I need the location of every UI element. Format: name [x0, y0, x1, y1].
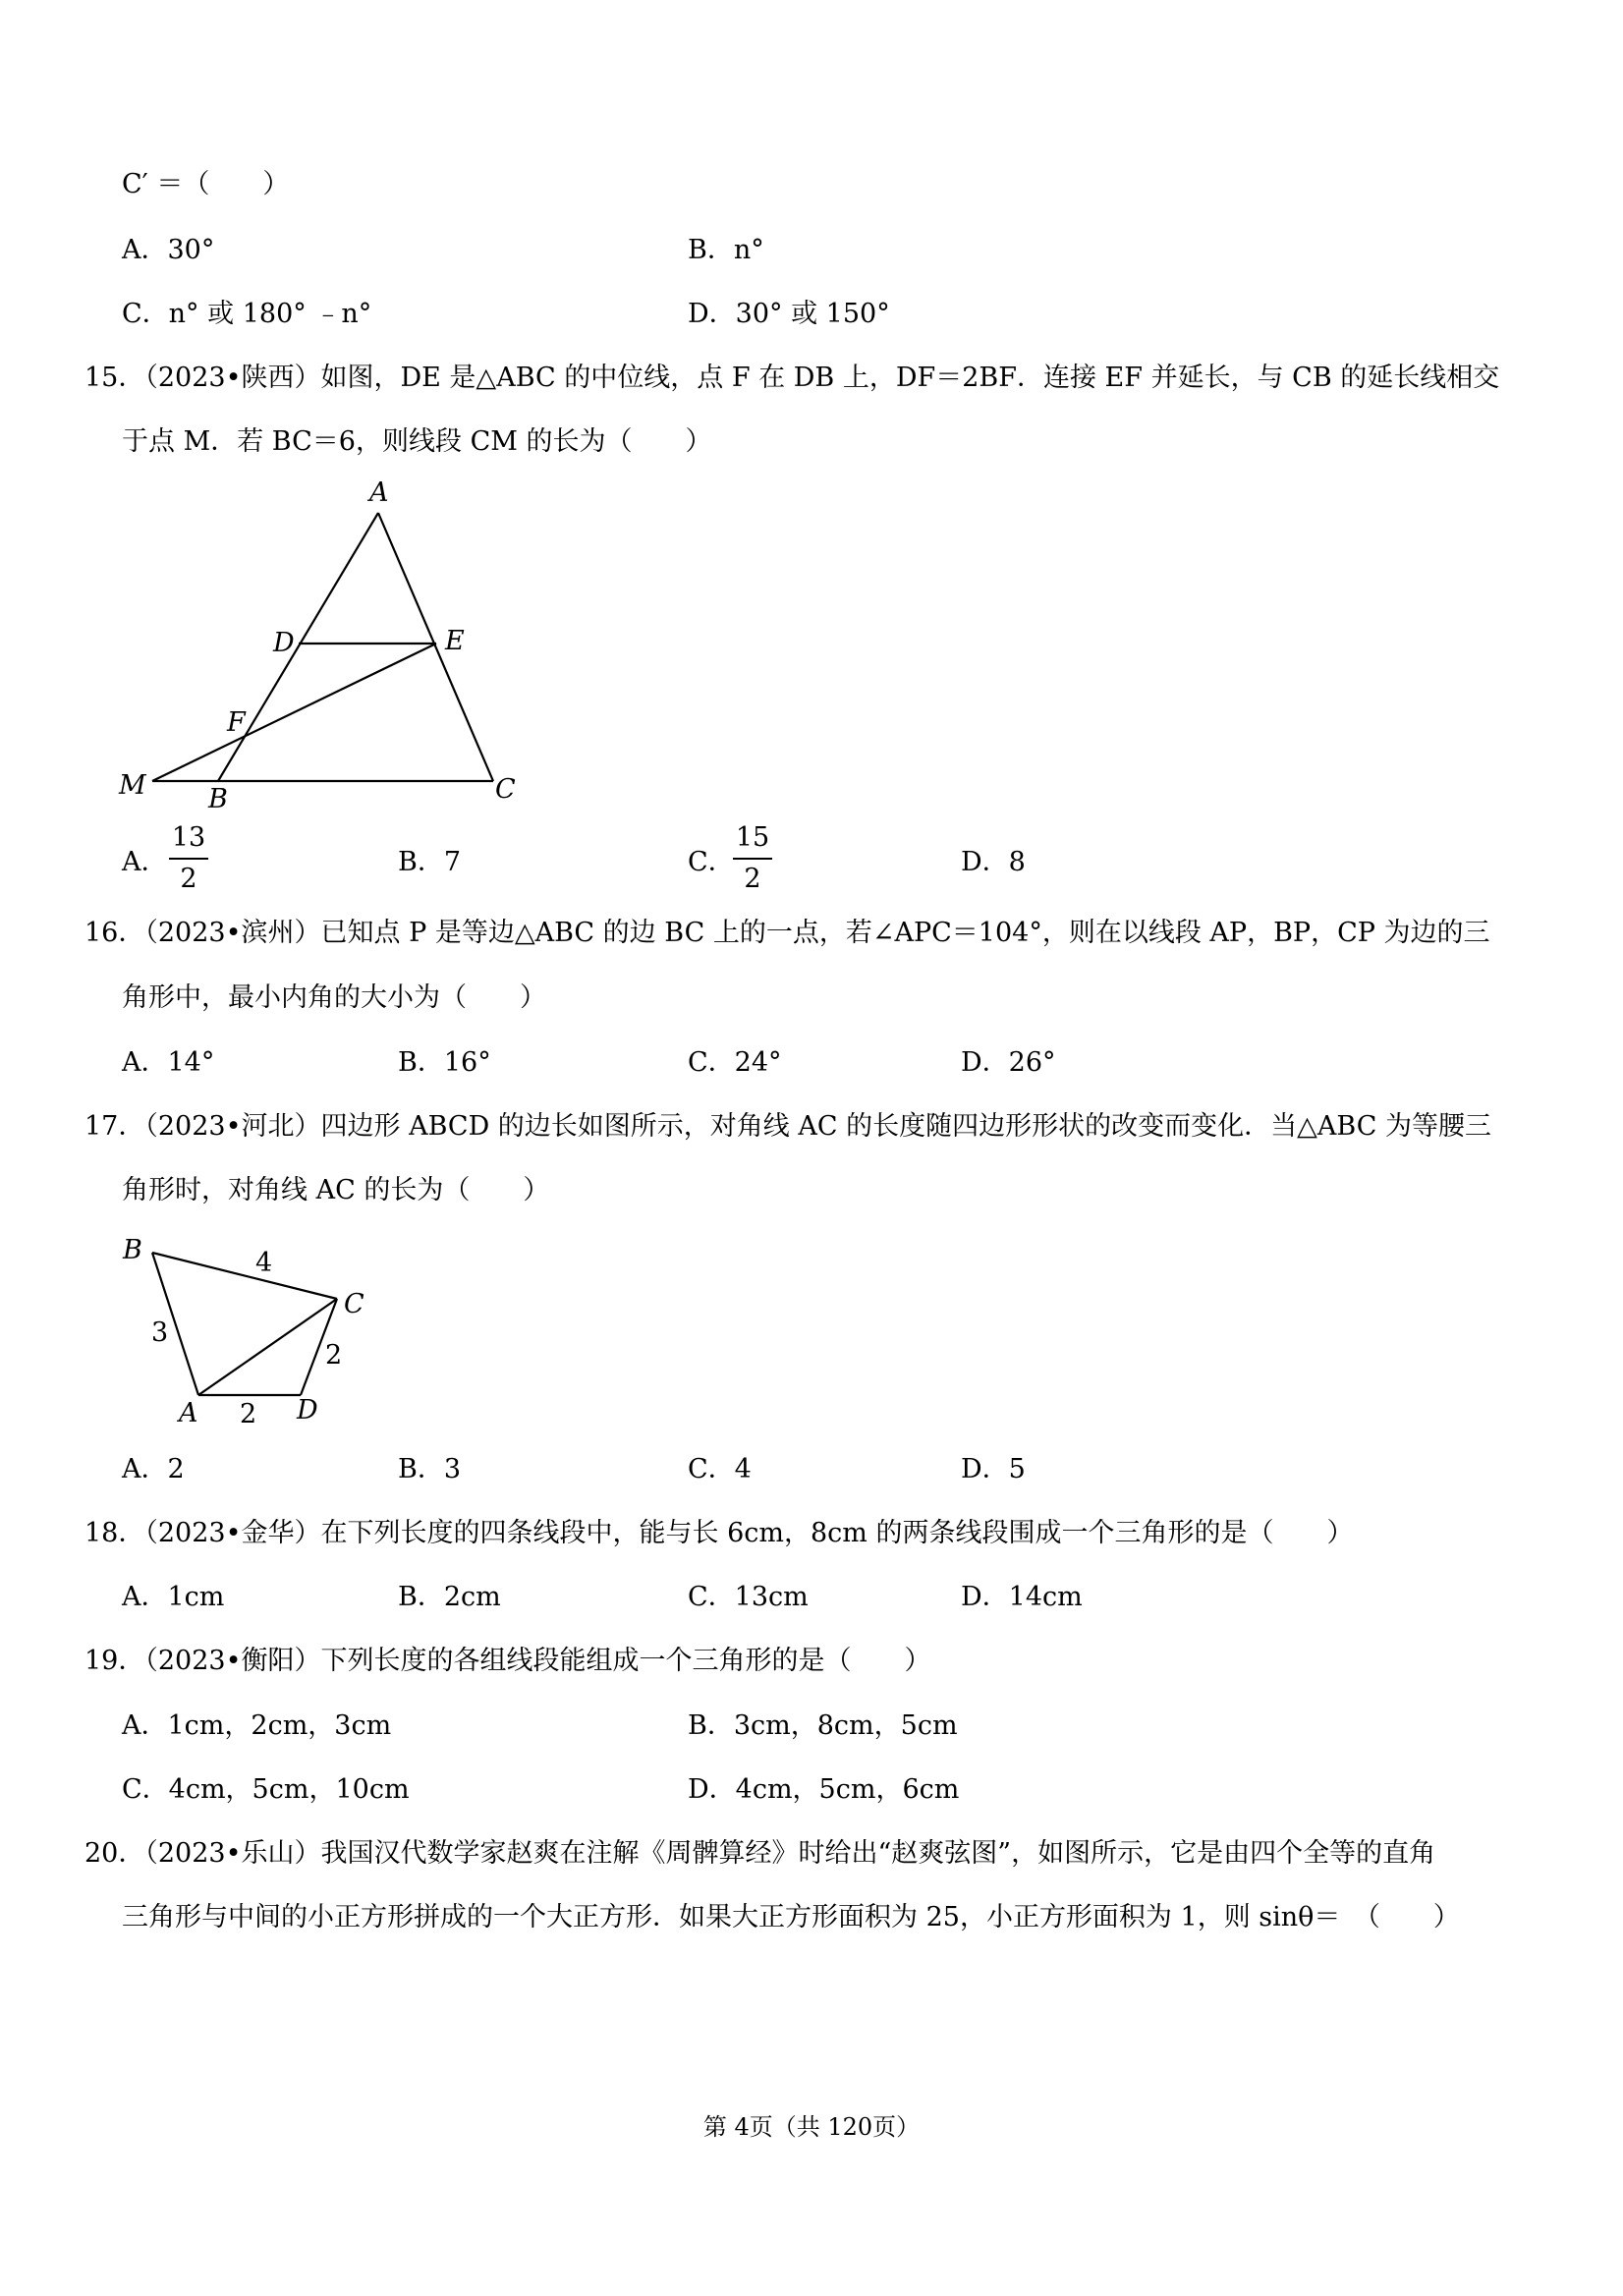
fraction-bar — [169, 858, 208, 860]
q14-option-c: C．n° 或 180° ﹣n° — [122, 299, 372, 329]
q14-option-a: A．30° — [122, 235, 215, 265]
q17-option-b: B．3 — [398, 1454, 462, 1484]
q15-option-c-denominator: 2 — [744, 864, 761, 894]
q15-label-a: A — [369, 477, 389, 508]
q15-option-a-numerator: 13 — [171, 822, 206, 853]
q17-segment-bc — [152, 1253, 337, 1299]
q20-text-line1: 20．（2023•乐山）我国汉代数学家赵爽在注解《周髀算经》时给出“赵爽弦图”，如图所示，它是由四个全等的直角 — [84, 1838, 1436, 1869]
q20-text-line2: 三角形与中间的小正方形拼成的一个大正方形．如果大正方形面积为 25，小正方形面积为 1，则 sinθ＝ （ ） — [122, 1902, 1460, 1932]
q17-label-b: B — [123, 1235, 142, 1265]
q17-quadrilateral-figure — [108, 1223, 383, 1434]
q15-text-line2: 于点 M．若 BC＝6，则线段 CM 的长为（ ） — [122, 426, 712, 457]
q17-label-a: A — [179, 1398, 198, 1428]
q17-label-c: C — [344, 1289, 364, 1319]
q19-option-a: A．1cm，2cm，3cm — [122, 1710, 392, 1741]
q15-option-c-prefix: C． — [688, 847, 735, 877]
q17-option-d: D．5 — [961, 1454, 1026, 1484]
q15-segment-ab — [218, 513, 378, 781]
q15-text-line1: 15．（2023•陕西）如图，DE 是△ABC 的中位线，点 F 在 DB 上，DF＝2BF．连接 EF 并延长，与 CB 的延长线相交 — [84, 363, 1500, 393]
q15-label-d: D — [273, 628, 295, 658]
q19-option-d: D．4cm，5cm，6cm — [688, 1774, 960, 1805]
q18-option-b: B．2cm — [398, 1582, 501, 1612]
q18-option-a: A．1cm — [122, 1582, 225, 1612]
q19-text-line1: 19．（2023•衡阳）下列长度的各组线段能组成一个三角形的是（ ） — [84, 1646, 931, 1676]
q17-text-line2: 角形时，对角线 AC 的长为（ ） — [122, 1175, 550, 1205]
q17-text-line1: 17．（2023•河北）四边形 ABCD 的边长如图所示，对角线 AC 的长度随四边形形状的改变而变化．当△ABC 为等腰三 — [84, 1111, 1491, 1142]
q17-edge-ab-length: 3 — [151, 1317, 169, 1348]
q15-segment-me — [152, 644, 436, 781]
q17-edge-cd-length: 2 — [325, 1340, 343, 1371]
q15-label-e: E — [445, 626, 465, 656]
q15-option-a-denominator: 2 — [180, 864, 197, 894]
q15-option-a-prefix: A． — [122, 847, 168, 877]
q14-tail: C′ ＝（ ） — [122, 169, 290, 199]
q17-edge-ad-length: 2 — [240, 1399, 257, 1429]
q16-text-line1: 16．（2023•滨州）已知点 P 是等边△ABC 的边 BC 上的一点，若∠APC＝104°，则在以线段 AP，BP，CP 为边的三 — [84, 918, 1490, 948]
q18-option-d: D．14cm — [961, 1582, 1083, 1612]
q17-option-c: C．4 — [688, 1454, 752, 1484]
q15-option-b: B．7 — [398, 847, 462, 877]
q17-edge-bc-length: 4 — [255, 1248, 273, 1278]
q15-option-d: D．8 — [961, 847, 1026, 877]
q15-label-f: F — [227, 707, 246, 738]
q16-option-a: A．14° — [122, 1047, 215, 1078]
q14-option-b: B．n° — [688, 235, 764, 265]
q16-option-b: B．16° — [398, 1047, 491, 1078]
q19-option-b: B．3cm，8cm，5cm — [688, 1710, 958, 1741]
q15-option-a-fraction — [169, 821, 208, 896]
q16-text-line2: 角形中，最小内角的大小为（ ） — [122, 982, 546, 1013]
q15-label-c: C — [495, 774, 516, 805]
q15-label-b: B — [208, 784, 228, 814]
q17-segment-ac — [198, 1299, 337, 1395]
q15-label-m: M — [119, 770, 146, 801]
q15-triangle-figure — [98, 472, 540, 815]
q16-option-d: D．26° — [961, 1047, 1056, 1078]
q17-label-d: D — [297, 1395, 318, 1426]
q18-option-c: C．13cm — [688, 1582, 809, 1612]
fraction-bar — [733, 858, 772, 860]
q14-option-d: D．30° 或 150° — [688, 299, 890, 329]
q15-segment-ac — [378, 513, 493, 781]
q17-option-a: A．2 — [122, 1454, 185, 1484]
q15-option-c-fraction — [733, 821, 772, 896]
q19-option-c: C．4cm，5cm，10cm — [122, 1774, 410, 1805]
q16-option-c: C．24° — [688, 1047, 782, 1078]
q15-option-c-numerator: 15 — [735, 822, 770, 853]
page-footer: 第 4页（共 120页） — [702, 2113, 921, 2141]
q18-text-line1: 18．（2023•金华）在下列长度的四条线段中，能与长 6cm，8cm 的两条线段围成一个三角形的是（ ） — [84, 1518, 1354, 1548]
